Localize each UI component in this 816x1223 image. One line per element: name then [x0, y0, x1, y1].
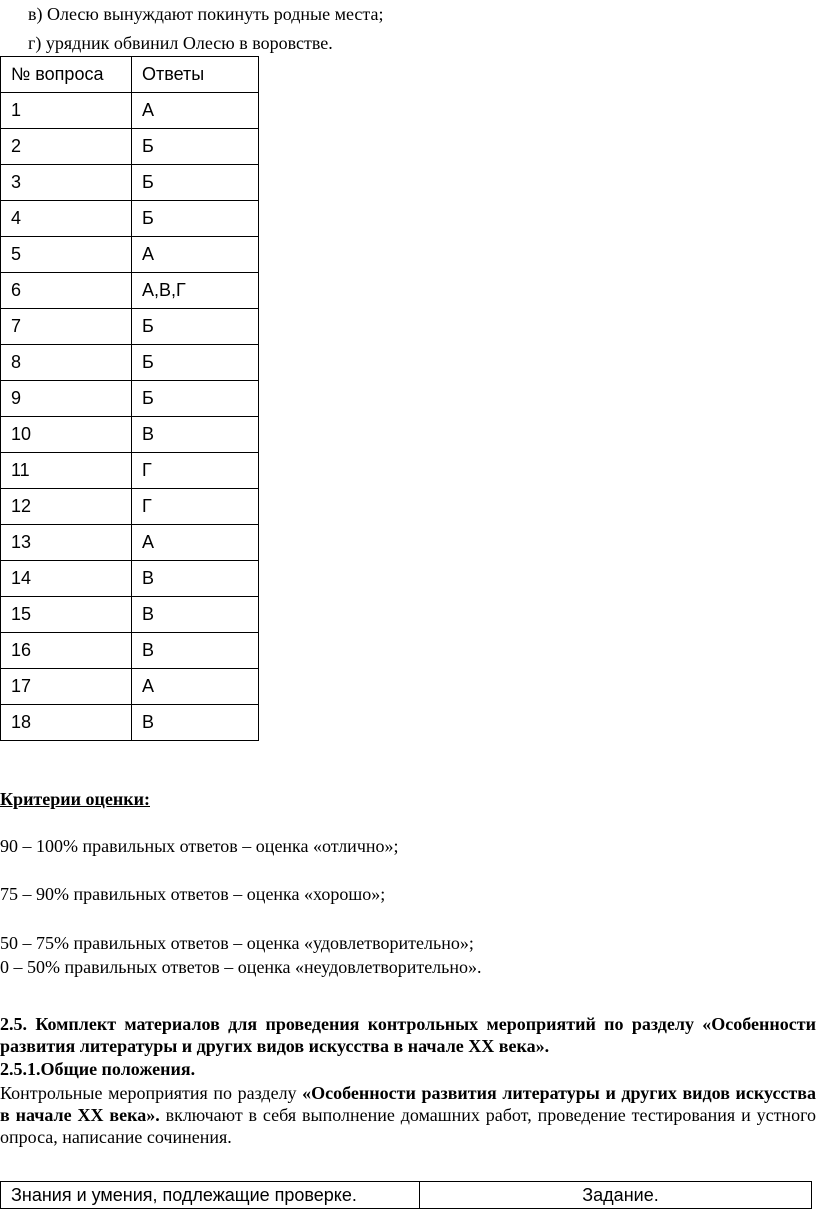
question-number-cell: 5	[1, 237, 132, 273]
skills-table-header	[1, 1182, 812, 1209]
criteria-excellent: 90 – 100% правильных ответов – оценка «отлично»;	[0, 836, 399, 856]
task-column-header: Задание.	[420, 1182, 812, 1209]
criteria-satisfactory: 50 – 75% правильных ответов – оценка «удовлетворительно»;	[0, 933, 474, 953]
table-row	[1, 705, 259, 741]
answer-cell: А	[132, 237, 259, 273]
question-number-cell: 9	[1, 381, 132, 417]
question-number-cell: 18	[1, 705, 132, 741]
answer-cell: Б	[132, 129, 259, 165]
table-row	[1, 381, 259, 417]
question-number-cell: 7	[1, 309, 132, 345]
table-row	[1, 165, 259, 201]
answer-cell: Г	[132, 453, 259, 489]
question-number-cell: 17	[1, 669, 132, 705]
table-row	[1, 561, 259, 597]
table-row	[1, 93, 259, 129]
table-row	[1, 201, 259, 237]
question-number-cell: 10	[1, 417, 132, 453]
option-g: г) урядник обвинил Олесю в воровстве.	[28, 33, 333, 53]
question-number-cell: 3	[1, 165, 132, 201]
question-number-cell: 4	[1, 201, 132, 237]
question-number-cell: 14	[1, 561, 132, 597]
criteria-unsatisfactory: 0 – 50% правильных ответов – оценка «неудовлетворительно».	[0, 957, 482, 977]
question-number-cell: 15	[1, 597, 132, 633]
section-title: 2.5. Комплект материалов для проведения контрольных мероприятий по разделу «Особенности развития литературы и других видов искусства в начале XX века».	[0, 1014, 816, 1056]
table-row	[1, 597, 259, 633]
header-question-number: № вопроса	[1, 57, 132, 93]
answer-cell: В	[132, 417, 259, 453]
question-number-cell: 2	[1, 129, 132, 165]
answer-cell: Б	[132, 381, 259, 417]
answer-cell: Б	[132, 345, 259, 381]
table-row	[1, 669, 259, 705]
table-row	[1, 345, 259, 381]
table-row	[1, 237, 259, 273]
answer-cell: А,В,Г	[132, 273, 259, 309]
table-header-row	[1, 57, 259, 93]
answer-cell: В	[132, 561, 259, 597]
answer-cell: Б	[132, 165, 259, 201]
paragraph-bold: «Особенности развития литературы и других видов искусства в начале XX века».	[0, 1083, 816, 1125]
skills-column-header: Знания и умения, подлежащие проверке.	[1, 1182, 420, 1209]
answer-table	[0, 56, 259, 741]
answer-cell: А	[132, 669, 259, 705]
section-subtitle: 2.5.1.Общие положения.	[0, 1059, 196, 1079]
question-number-cell: 8	[1, 345, 132, 381]
section-paragraph	[0, 1082, 816, 1148]
answer-cell: Б	[132, 309, 259, 345]
answer-cell: В	[132, 597, 259, 633]
table-row	[1, 489, 259, 525]
question-number-cell: 16	[1, 633, 132, 669]
table-row	[1, 525, 259, 561]
table-row	[1, 633, 259, 669]
question-number-cell: 13	[1, 525, 132, 561]
question-number-cell: 11	[1, 453, 132, 489]
criteria-heading: Критерии оценки:	[0, 789, 150, 809]
table-row	[1, 309, 259, 345]
table-row	[1, 417, 259, 453]
answer-cell: В	[132, 633, 259, 669]
question-number-cell: 12	[1, 489, 132, 525]
answer-cell: А	[132, 525, 259, 561]
answer-cell: А	[132, 93, 259, 129]
paragraph-start: Контрольные мероприятия по разделу	[0, 1083, 303, 1103]
question-number-cell: 1	[1, 93, 132, 129]
paragraph-end: включают в себя выполнение домашних работ, проведение тестирования и устного опроса, написание сочинения.	[0, 1105, 816, 1147]
skills-table	[0, 1181, 812, 1209]
table-row	[1, 273, 259, 309]
answer-cell: Г	[132, 489, 259, 525]
answer-cell: В	[132, 705, 259, 741]
table-row	[1, 129, 259, 165]
question-number-cell: 6	[1, 273, 132, 309]
option-v: в) Олесю вынуждают покинуть родные места;	[28, 4, 384, 24]
header-answers: Ответы	[132, 57, 259, 93]
table-row	[1, 453, 259, 489]
criteria-good: 75 – 90% правильных ответов – оценка «хорошо»;	[0, 884, 386, 904]
answer-cell: Б	[132, 201, 259, 237]
